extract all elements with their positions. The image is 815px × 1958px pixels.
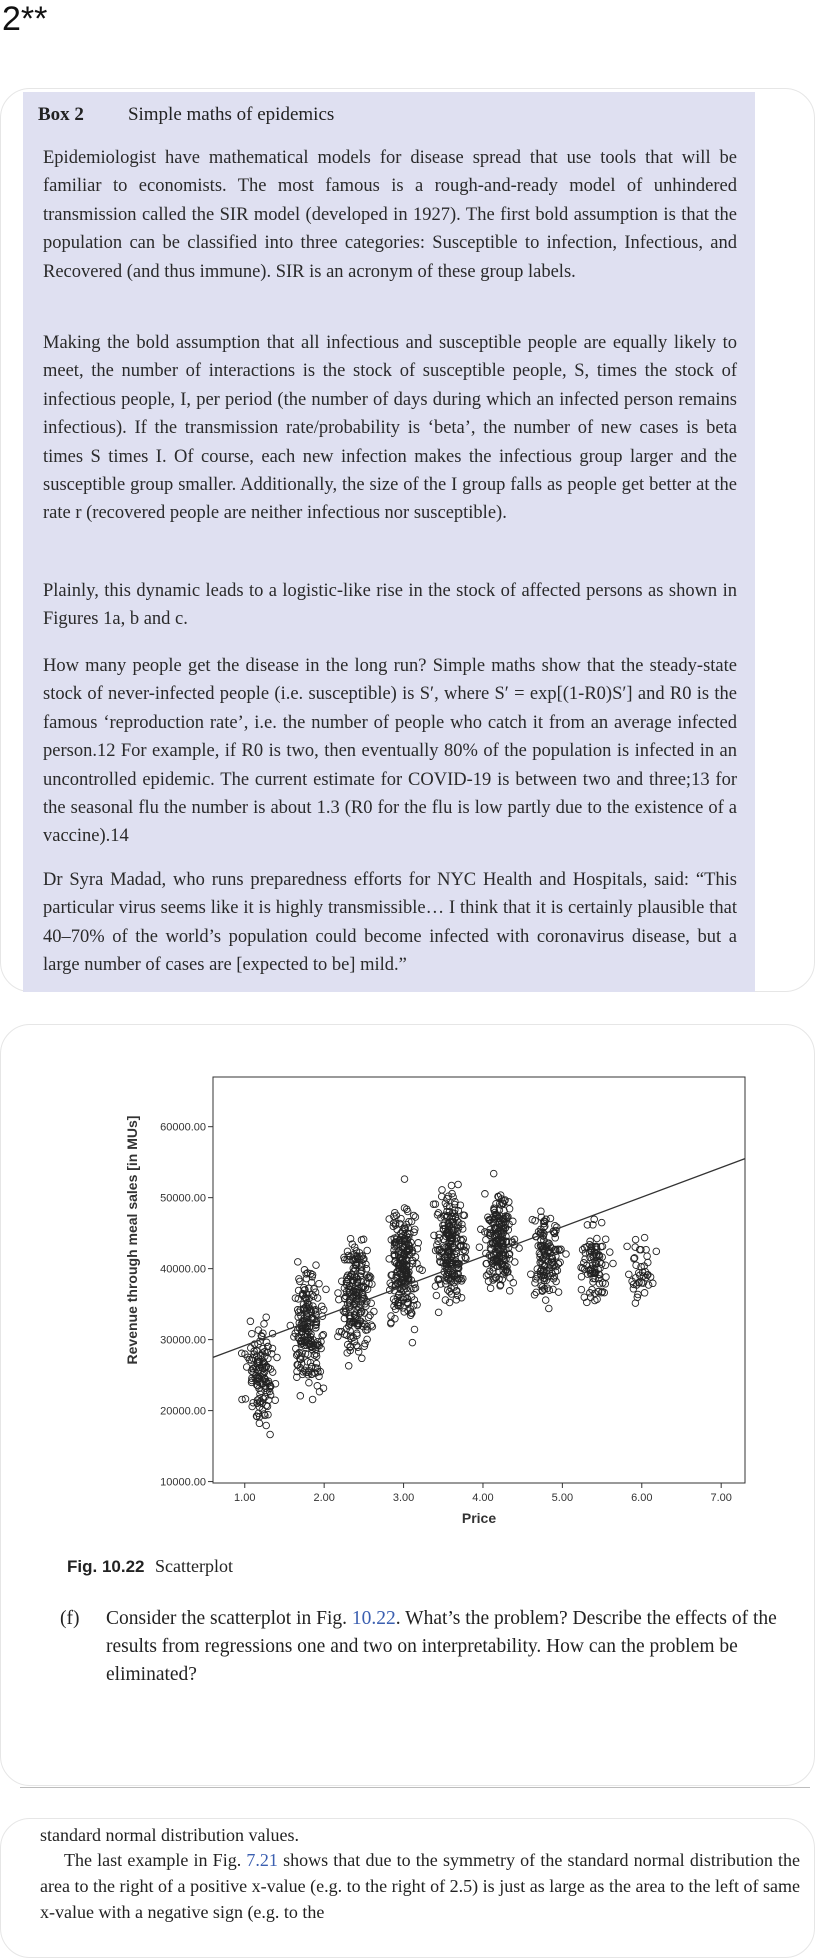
y-axis-label: Revenue through meal sales [in MUs] [124, 1115, 140, 1365]
box-label: Box 2 [38, 104, 84, 125]
y-tick-label: 30000.00 [160, 1334, 206, 1347]
x-tick-label: 3.00 [392, 1492, 415, 1504]
footer-text-b: shows that due to the symmetry of the standard normal distribution the area to the right of a positive x-value (e.g. to the right of 2.5) is just as large as the area to the left of same x-value with a negative sign (e.g. to the [40, 1850, 800, 1922]
footer-paragraph [40, 1847, 800, 1925]
x-tick-label: 7.00 [710, 1492, 732, 1504]
box-paragraph-4: How many people get the disease in the long run? Simple maths show that the steady-state stock of never-infected people (i.e. susceptible) is S′, where S′ = exp[(1-R0)S′] and R0 is the famous ‘reproduction rate’, i.e. the number of people who catch it from an average infected person.12 For example, if R0 is two, then eventually 80% of the population is infected in an uncontrolled epidemic. The current estimate for COVID-19 is between two and three;13 for the seasonal flu the number is about 1.3 (R0 for the flu is low partly due to the existence of a vaccine).14 [43, 656, 737, 847]
figure-link[interactable]: 10.22 [351, 1608, 396, 1629]
x-tick-label: 1.00 [234, 1492, 256, 1504]
question-label: (f) [60, 1608, 80, 1629]
question-text-after: . What’s the problem? Describe the effects of the results from regressions one and two on interpretability. How can the problem be eliminated? [106, 1608, 777, 1685]
footer-text-a: The last example in Fig. [64, 1850, 247, 1870]
figure-caption [67, 1556, 233, 1577]
question-text [106, 1605, 806, 1689]
question-text-before: Consider the scatterplot in Fig. [106, 1608, 352, 1629]
x-tick-label: 5.00 [551, 1492, 574, 1504]
y-tick-label: 20000.00 [160, 1405, 206, 1418]
box-title: Simple maths of epidemics [127, 104, 335, 125]
x-axis-label: Price [461, 1510, 497, 1526]
y-tick-label: 40000.00 [160, 1263, 206, 1276]
x-tick-label: 4.00 [472, 1492, 494, 1504]
box-paragraph-2 [43, 329, 737, 528]
y-tick-label: 10000.00 [160, 1476, 206, 1489]
footer-line-1: standard normal distribution values. [40, 1825, 299, 1845]
figure-caption-text: Scatterplot [154, 1556, 233, 1576]
section-divider [20, 1787, 810, 1788]
figure-caption-label: Fig. 10.22 [67, 1557, 145, 1576]
box-paragraph-1: Epidemiologist have mathematical models for disease spread that use tools that will be familiar to economists. The most famous is a rough-and-ready model of unhindered transmission called the SIR model (developed in 1927). The first bold assumption is that the population can be classified into three categories: Susceptible to infection, Infectious, and Recovered (and thus immune). SIR is an acronym of these group labels. [43, 148, 737, 282]
box-heading [38, 104, 334, 126]
para2-text: Making the bold assumption that all infectious and susceptible people are equally likely to meet, the number of interactions is the stock of susceptible people, S, times the stock of infectious people, I, per period (the number of days during which an infected person remains infectious). If the transmission rate/probability is ‘beta’, the number of new cases is beta times S times I. Of course, each new infection makes the infectious group larger and the susceptible group smaller. Additionally, the size of the I group falls as people get better at the rate r (recovered people are neither infectious nor susceptible). [43, 333, 737, 524]
x-tick-label: 6.00 [631, 1492, 653, 1504]
y-tick-label: 60000.00 [160, 1121, 206, 1134]
x-tick-label: 2.00 [313, 1492, 335, 1504]
y-tick-label: 50000.00 [160, 1192, 206, 1205]
footer-figure-link[interactable]: 7.21 [246, 1850, 278, 1870]
box-paragraph-3: Plainly, this dynamic leads to a logistic-like rise in the stock of affected persons as shown in Figures 1a, b and c. [43, 581, 737, 630]
page-header-title: 2** [2, 0, 48, 38]
box-paragraph-5: Dr Syra Madad, who runs preparedness efforts for NYC Health and Hospitals, said: “This particular virus seems like it is highly transmissible… I think that it is certainly plausible that 40–70% of the world’s population could become infected with coronavirus disease, but a large number of cases are [expected to be] mild.” [43, 870, 737, 976]
